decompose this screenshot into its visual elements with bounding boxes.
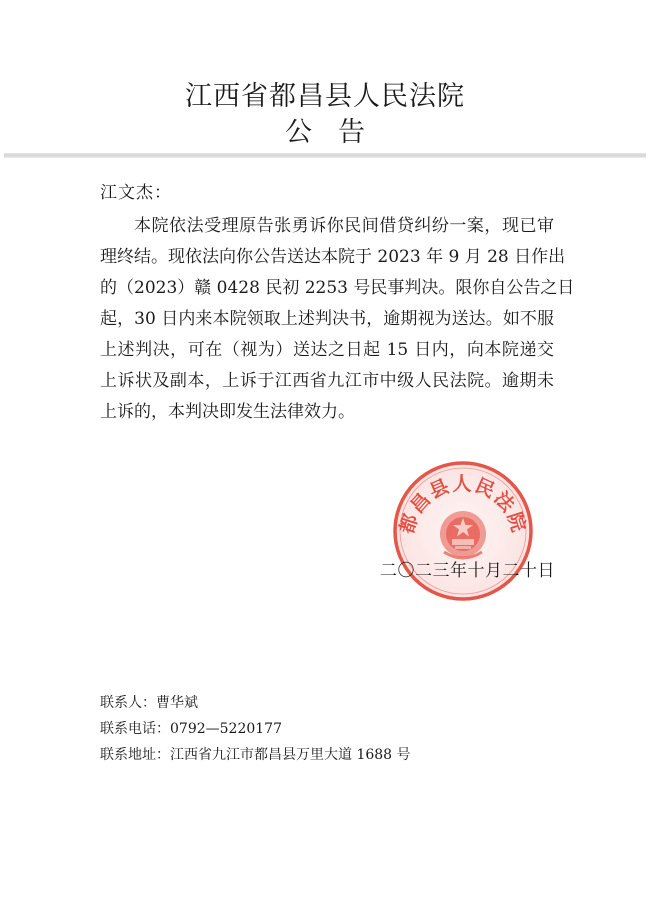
contact-info — [100, 690, 411, 768]
notice-body — [100, 211, 575, 428]
contact-address-row — [100, 742, 411, 768]
contact-phone-row — [100, 716, 411, 742]
notice-line: 上诉状及副本，上诉于江西省九江市中级人民法院。逾期未 — [100, 371, 554, 391]
notice-line: 上诉的，本判决即发生法律效力。 — [100, 402, 355, 422]
contact-address-label: 联系地址： — [100, 747, 170, 763]
issue-date: 二〇二三年十月二十日 — [380, 561, 555, 581]
contact-person: 曹华斌 — [156, 695, 198, 711]
contact-person-label: 联系人： — [100, 695, 156, 711]
notice-line: 上述判决，可在（视为）送达之日起 15 日内，向本院递交 — [100, 340, 554, 360]
notice-line: 本院依法受理原告张勇诉你民间借贷纠纷一案，现已审 — [134, 216, 554, 236]
court-name: 江西省都昌县人民法院 — [185, 81, 465, 112]
document-type: 公告 — [285, 117, 391, 148]
notice-line: 起，30 日内来本院领取上述判决书，逾期视为送达。如不服 — [100, 309, 554, 329]
addressee: 江文杰： — [100, 183, 172, 203]
notice-line: 的（2023）赣 0428 民初 2253 号民事判决。限你自公告之日 — [100, 278, 575, 298]
notice-line: 理终结。现依法向你公告送达本院于 2023 年 9 月 28 日作出 — [100, 247, 566, 267]
contact-address: 江西省九江市都昌县万里大道 1688 号 — [170, 747, 411, 763]
contact-phone-label: 联系电话： — [100, 721, 170, 737]
header-divider — [4, 153, 646, 158]
contact-phone: 0792—5220177 — [170, 721, 282, 737]
contact-person-row — [100, 690, 411, 716]
seal-text: 都昌县人民法院 — [395, 472, 531, 537]
